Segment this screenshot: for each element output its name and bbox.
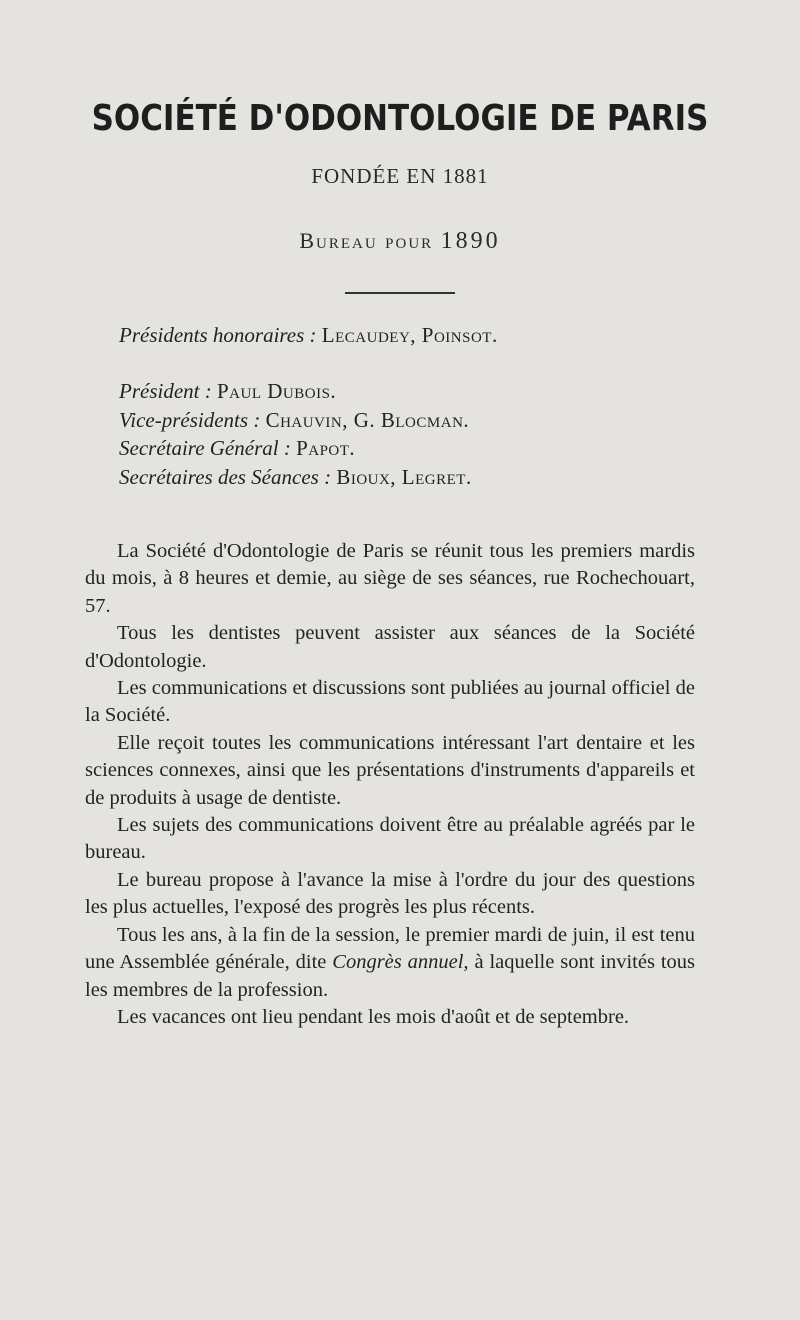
bureau-label: Bureau pour xyxy=(299,228,434,253)
paragraph-general-assembly xyxy=(85,922,695,1004)
officer-line-honorary xyxy=(119,323,498,348)
paragraph: Les communications et discussions sont publiées au journal officiel de la Société. xyxy=(85,677,695,727)
paragraph-text: à laquelle sont invités tous les membres de la profession. xyxy=(85,951,696,1001)
officer-role: Secrétaires des Séances : xyxy=(119,465,332,489)
officer-line-general-secretary xyxy=(119,436,355,461)
officer-role: Vice-présidents : xyxy=(119,408,261,432)
paragraph: Les sujets des communications doivent être au préalable agréés par le bureau. xyxy=(85,814,695,864)
paragraph-emphasis: Congrès annuel, xyxy=(332,951,469,974)
founded-line: FONDÉE EN 1881 xyxy=(311,164,489,188)
paragraph: La Société d'Odontologie de Paris se réunit tous les premiers mardis du mois, à 8 heures et demie, au siège de ses séances, rue Rochechouart, 57. xyxy=(85,540,695,617)
paragraph: Tous les dentistes peuvent assister aux séances de la Société d'Odontologie. xyxy=(85,622,695,672)
officer-role: Secrétaire Général : xyxy=(119,436,291,460)
officer-names: Paul Dubois. xyxy=(216,379,337,403)
paragraph: Les vacances ont lieu pendant les mois d'août et de septembre. xyxy=(117,1005,630,1028)
officer-line-president xyxy=(119,379,336,404)
officer-line-session-secretaries xyxy=(119,465,472,490)
officer-names: Lecaudey, Poinsot. xyxy=(321,323,498,347)
officer-line-vice-presidents xyxy=(119,408,469,433)
paragraph: Elle reçoit toutes les communications intéressant l'art dentaire et les sciences connexes, ainsi que les présentations d'instruments d'appareils et de produits à usage de dentiste. xyxy=(85,731,695,809)
officer-names: Chauvin, G. Blocman. xyxy=(265,408,470,432)
paragraph-text: Tous les ans, à la fin de la session, le premier mardi de juin, il est tenu une Assemblée générale, dite xyxy=(85,923,695,974)
bureau-heading xyxy=(0,228,800,255)
page-title: SOCIÉTÉ D'ODONTOLOGIE DE PARIS xyxy=(91,98,709,139)
officer-names: Papot. xyxy=(296,436,356,460)
officer-role: Présidents honoraires : xyxy=(119,323,317,347)
officer-role: Président : xyxy=(119,379,212,403)
divider-rule xyxy=(345,292,455,294)
paragraph: Le bureau propose à l'avance la mise à l'ordre du jour des questions les plus actuelles, l'exposé des progrès les plus récents. xyxy=(85,868,695,919)
body-text xyxy=(85,538,695,1031)
officer-names: Bioux, Legret. xyxy=(336,465,472,489)
bureau-year: 1890 xyxy=(440,228,501,254)
